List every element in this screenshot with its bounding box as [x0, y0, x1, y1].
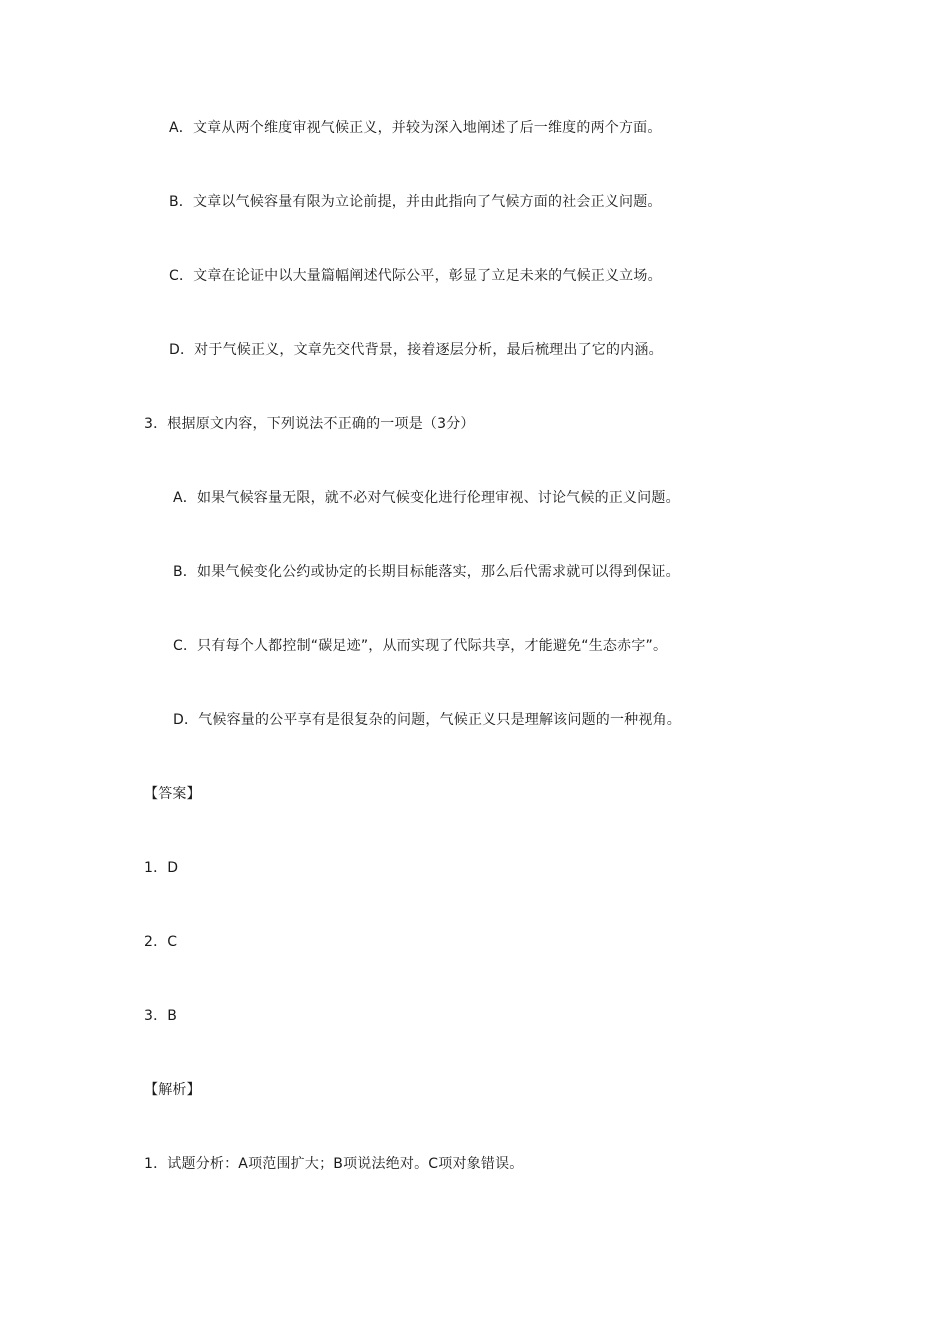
- q2-option-c: C．文章在论证中以大量篇幅阐述代际公平，彰显了立足未来的气候正义立场。: [169, 268, 662, 284]
- analysis-item-1: 1．试题分析：A项范围扩大；B项说法绝对。C项对象错误。: [144, 1156, 524, 1172]
- answer-item-3: 3．B: [144, 1008, 178, 1024]
- answer-item-2: 2．C: [144, 934, 178, 950]
- q2-option-a: A．文章从两个维度审视气候正义，并较为深入地阐述了后一维度的两个方面。: [169, 120, 662, 136]
- q3-option-b: B．如果气候变化公约或协定的长期目标能落实，那么后代需求就可以得到保证。: [173, 564, 680, 580]
- q3-option-c: C．只有每个人都控制“碳足迹”，从而实现了代际共享，才能避免“生态赤字”。: [173, 638, 668, 654]
- answer-heading: 【答案】: [144, 786, 201, 802]
- q3-stem: 3．根据原文内容，下列说法不正确的一项是（3分）: [144, 416, 475, 432]
- q3-option-a: A．如果气候容量无限，就不必对气候变化进行伦理审视、讨论气候的正义问题。: [173, 490, 680, 506]
- analysis-heading: 【解析】: [144, 1082, 201, 1098]
- q3-option-d: D．气候容量的公平享有是很复杂的问题，气候正义只是理解该问题的一种视角。: [173, 712, 681, 728]
- answer-item-1: 1．D: [144, 860, 179, 876]
- q2-option-b: B．文章以气候容量有限为立论前提，并由此指向了气候方面的社会正义问题。: [169, 194, 662, 210]
- q2-option-d: D．对于气候正义，文章先交代背景，接着逐层分析，最后梳理出了它的内涵。: [169, 342, 663, 358]
